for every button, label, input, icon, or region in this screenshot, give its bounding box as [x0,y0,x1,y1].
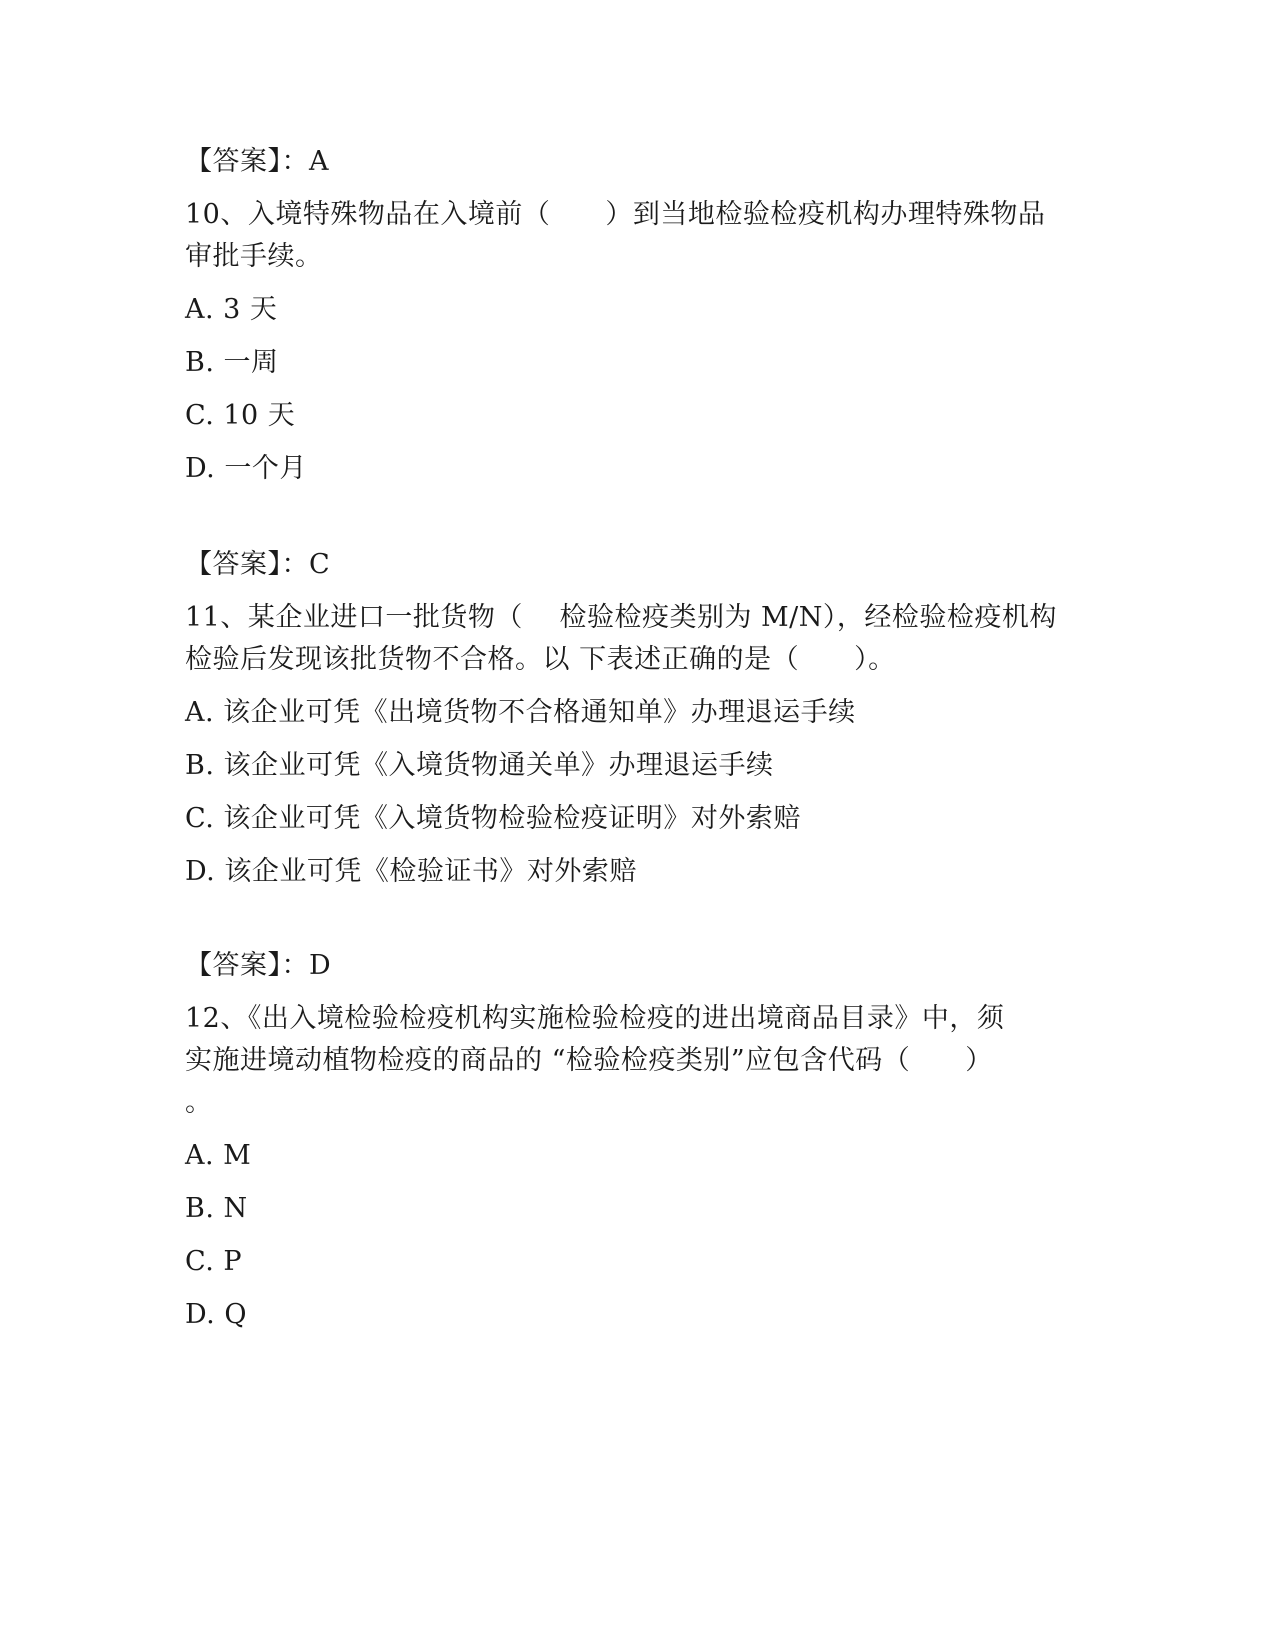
question-11-line-2: 检验后发现该批货物不合格。以 下表述正确的是（ ）。 [185,644,896,675]
question-11-option-b: B. 该企业可凭《入境货物通关单》办理退运手续 [185,750,774,781]
question-12-line-1: 12、《出入境检验检疫机构实施检验检疫的进出境商品目录》中，须 [185,1003,1005,1034]
question-10-answer: 【答案】：C [185,549,331,580]
question-12-line-2: 实施进境动植物检疫的商品的 “检验检疫类别”应包含代码（ ） [185,1045,993,1076]
question-12-option-c: C. P [185,1246,243,1277]
question-10-option-a: A. 3 天 [185,294,278,325]
question-11-answer: 【答案】：D [185,950,332,981]
question-12-line-3: 。 [185,1087,213,1118]
question-11-line-1: 11、某企业进口一批货物（ 检验检疫类别为 M/N），经检验检疫机构 [185,602,1057,633]
question-11-option-c: C. 该企业可凭《入境货物检验检疫证明》对外索赔 [185,803,801,834]
question-10-option-c: C. 10 天 [185,400,296,431]
question-11-option-d: D. 该企业可凭《检验证书》对外索赔 [185,856,637,887]
answer-label: 【答案】：A [185,146,329,177]
question-11-option-a: A. 该企业可凭《出境货物不合格通知单》办理退运手续 [185,697,856,728]
question-12-option-b: B. N [185,1193,248,1224]
question-12-option-d: D. Q [185,1299,247,1330]
question-12-option-a: A. M [185,1140,252,1171]
question-10-option-d: D. 一个月 [185,453,307,484]
question-10-option-b: B. 一周 [185,347,279,378]
question-10-line-1: 10、入境特殊物品在入境前（ ）到当地检验检疫机构办理特殊物品 [185,199,1046,230]
question-10-line-2: 审批手续。 [185,241,323,272]
